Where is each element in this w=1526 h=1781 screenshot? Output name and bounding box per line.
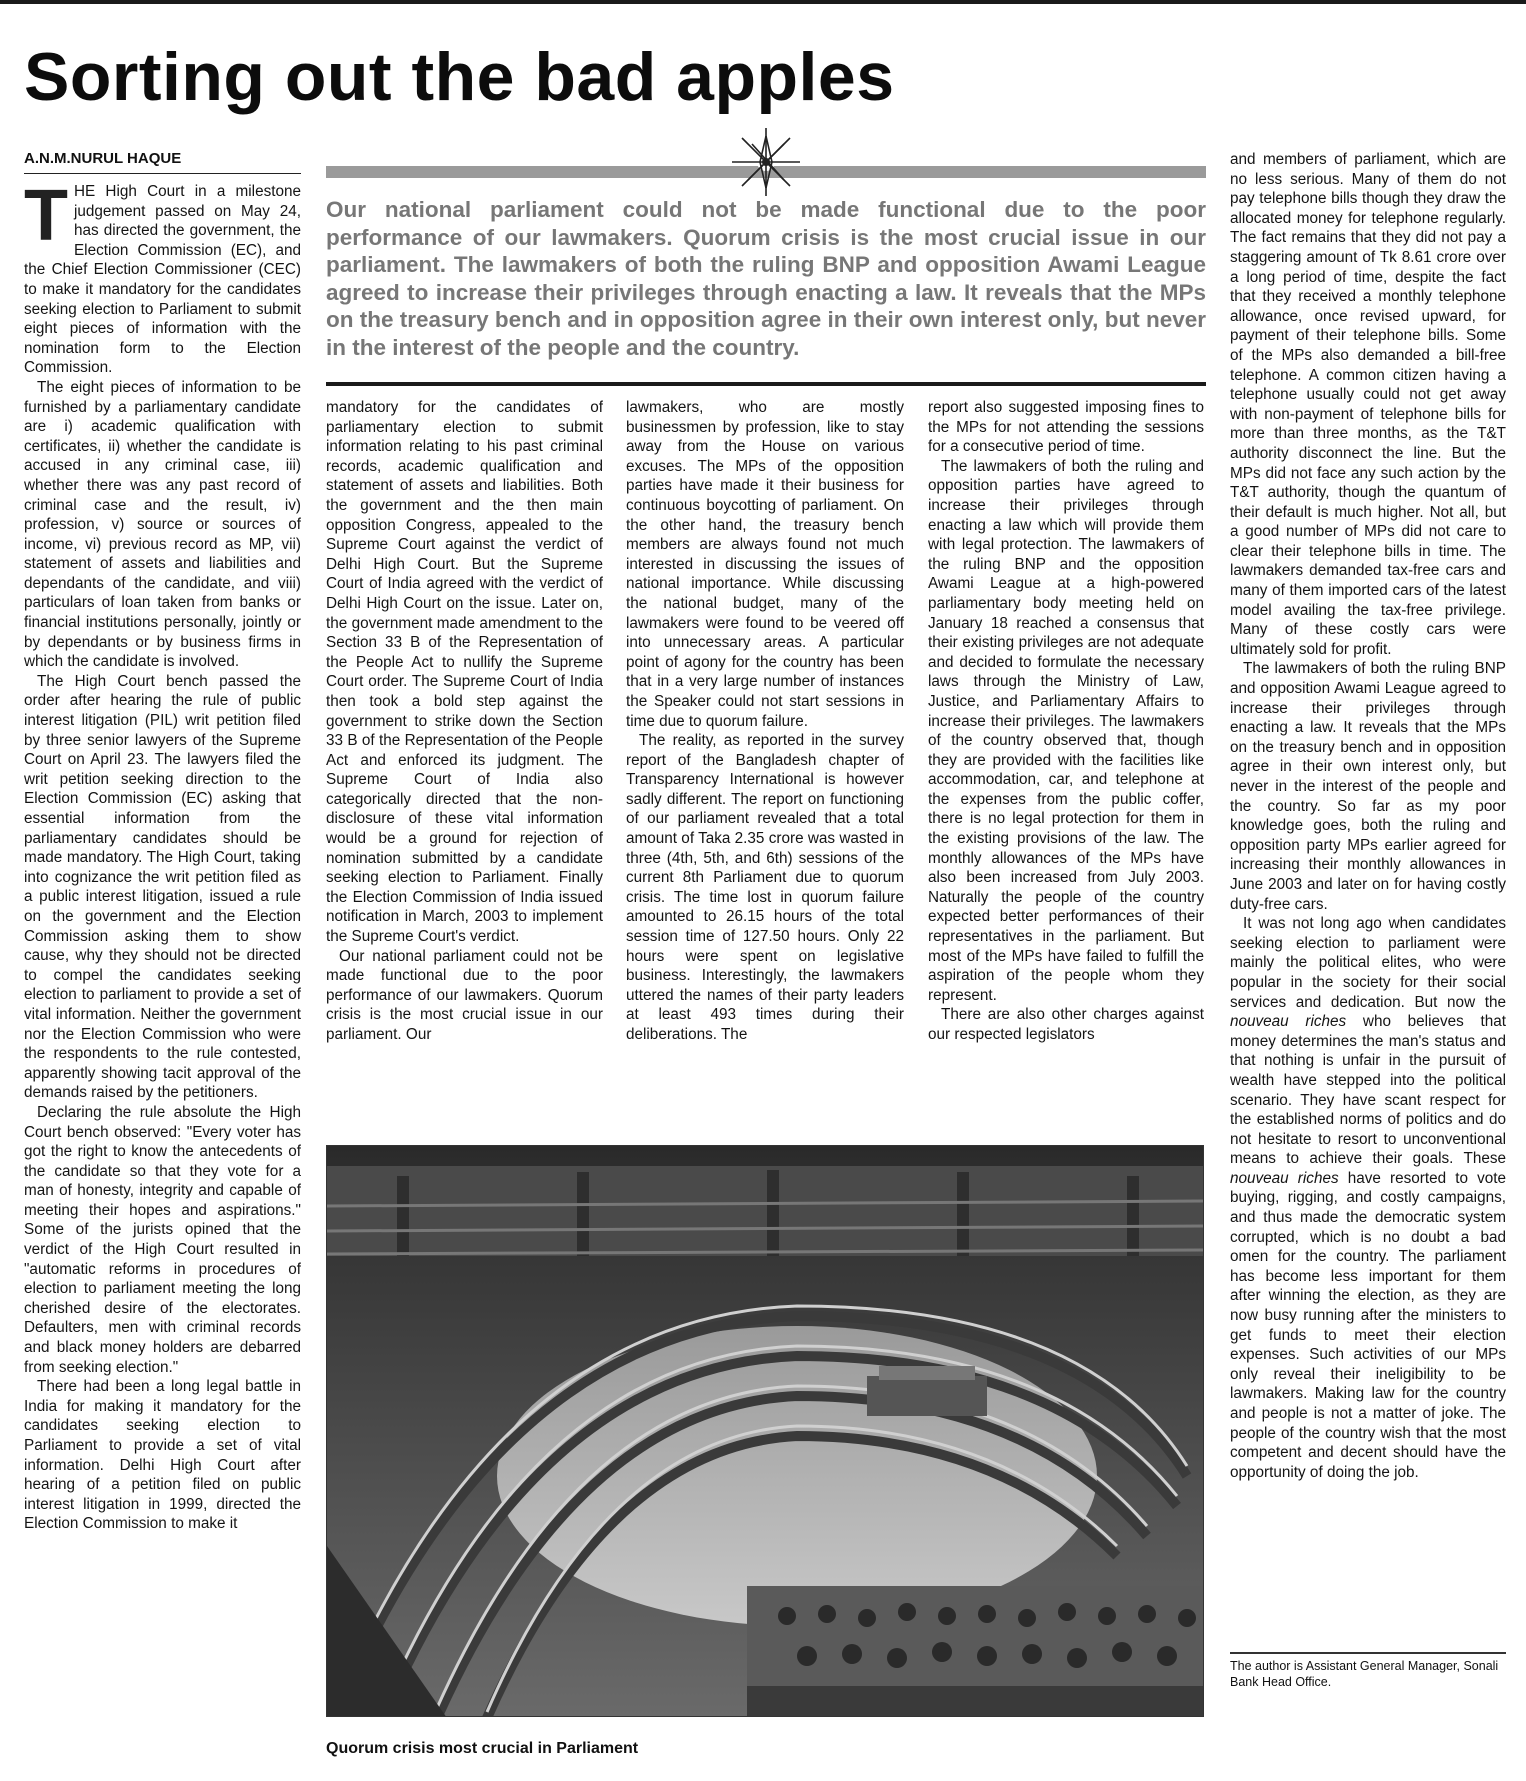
paragraph: mandatory for the candidates of parliamentary election to submit information relating to his past criminal records, academic qualification and statement of assets and liabilities. Both the government and the then main opposition Congress, appealed to the Supreme Court against the verdict of Delhi High Court. But the Supreme Court of India agreed with the verdict of Delhi High Court on the issue. Later on, the government made amendment to the Section 33 B of the Representation of the People Act to nullify the Supreme Court order. The Supreme Court of India then took a bold step against the government to strike down the Section 33 B of the Representation of the People Act and enforced its judgment. The Supreme Court of India also categorically directed that the non-disclosure of these vital information would be a ground for rejection of nomination submitted by a candidate seeking election to Parliament. Finally the Election Commission of India issued notification in March, 2003 to implement the Supreme Court's verdict. (326, 399, 603, 946)
paragraph: lawmakers, who are mostly businessmen by profession, like to stay away from the House on various excuses. The MPs of the opposition parties have made it their business for continuous boycotting of parliament. On the other hand, the treasury bench members are always found not much interested in discussing the issues of national importance. While discussing the national budget, many of the lawmakers were found to be veered off into unnecessary areas. A particular point of agony for the country has been that in a very large number of instances the Speaker could not start sessions in time due to quorum failure. (626, 399, 904, 730)
paragraph: It was not long ago when candidates seeking election to parliament were mainly the political elites, who were popular in the society for their social services and dedication. But now the nouveau riches who believes that money determines the man's status and that nothing is unfair in the pursuit of wealth have stepped into the political scenario. They have scant respect for the established norms of politics and do not hesitate to resort to unconventional means to achieve their goals. These nouveau riches have resorted to vote buying, rigging, and costly campaigns, and thus made the democratic system corrupted, which is no doubt a bad omen for the country. The parliament has become less important for them after winning the election, as they are now busy running after the ministers to get funds to meet their election expenses. Such activities of our MPs only reveal their ineligibility to be lawmakers. Making law for the country and people is not a matter of joke. The people of the country wish that the most competent and decent should have the opportunity of doing the job. (1230, 915, 1506, 1481)
paragraph: There are also other charges against our respected legislators (928, 1006, 1204, 1043)
paragraph: The reality, as reported in the survey report of the Bangladesh chapter of Transparency International is however sadly different. The report on functioning of our parliament revealed that a total amount of Taka 2.35 crore was wasted in three (4th, 5th, and 6th) sessions of the current 8th Parliament due to quorum crisis. The time lost in quorum failure amounted to 26.15 hours of the total session time of 127.50 hours. Only 22 hours were spent on legislative business. Interestingly, the lawmakers uttered the names of their party leaders at least 493 times during their deliberations. The (626, 732, 904, 1043)
column-5 (1230, 150, 1506, 1642)
paragraph: There had been a long legal battle in India for making it mandatory for the candidates seeking election to Parliament to provide a set of vital information. Delhi High Court after hearing of a petition filed on public interest litigation in 1999, directed the Election Commission to make it (24, 1378, 301, 1533)
pull-quote: Our national parliament could not be made functional due to the poor performance of our lawmakers. Quorum crisis is the most crucial issue in our parliament. The lawmakers of both the ruling BNP and opposition Awami League agreed to increase their privileges through enacting a law. It reveals that the MPs on the treasury bench and in opposition agree in their own interest only, but never in the interest of the people and the country. (326, 197, 1206, 360)
parliament-photo (326, 1145, 1204, 1717)
headline: Sorting out the bad apples (24, 39, 895, 115)
paragraph: Declaring the rule absolute the High Court bench observed: "Every voter has got the right to know the antecedents of the candidate so that they vote for a man of honesty, integrity and capable of meeting their hopes and aspirations." Some of the jurists opined that the verdict of the High Court resulted in "automatic reforms in procedures of election to parliament meeting the long cherished desire of the electorates. Defaulters, men with criminal records and black money holders are debarred from seeking election." (24, 1103, 301, 1376)
author-note: The author is Assistant General Manager, Sonali Bank Head Office. (1230, 1659, 1499, 1689)
paragraph: report also suggested imposing fines to the MPs for not attending the sessions for a consecutive period of time. (928, 399, 1204, 456)
column-3 (626, 398, 904, 1136)
column-4 (928, 398, 1204, 1136)
byline: A.N.M.NURUL HAQUE (24, 150, 301, 174)
paragraph: and members of parliament, which are no less serious. Many of them do not pay telephone bills though they draw the allocated money for telephone regularly. The fact remains that they did not pay a staggering amount of Tk 8.61 crore over a long period of time, despite the fact that they received a monthly telephone allowance, once revised upward, for payment of their telephone bills. Some of the MPs also demanded a bill-free telephone. A common citizen having a telephone usually could not get away with non-payment of telephone bills for more than three months, as the T&T authority disconnect the line. But the MPs did not face any such action by the T&T authority, though the quantum of their default is much higher. Not all, but a good number of MPs did not care to clear their telephone bills in time. The lawmakers demanded tax-free cars and many of them imported cars of the latest model availing the tax-free privilege. Many of these costly cars were ultimately sold for profit. (1230, 151, 1506, 658)
starburst-icon (730, 126, 802, 198)
column-1 (24, 182, 301, 1748)
paragraph: The eight pieces of information to be furnished by a parliamentary candidate are i) academic qualification with certificates, ii) whether the candidate is accused in any criminal case, iii) whether there was any past record of criminal case and the result, iv) profession, v) source or sources of income, vi) previous record as MP, vii) statement of assets and liabilities and dependants of the candidate, and viii) particulars of loan taken from banks or financial institutions personally, jointly or by dependants or by business firms in which the candidate is involved. (24, 378, 301, 671)
pull-quote-rule (326, 382, 1206, 386)
paragraph: The High Court bench passed the order after hearing the rule of public interest litigation (PIL) writ petition filed by three senior lawyers of the Supreme Court on April 23. The lawyers filed the writ petition seeking direction to the Election Commission (EC) asking that essential information from the parliamentary candidates should be made mandatory. The High Court, taking into cognizance the writ petition filed as a public interest litigation, issued a rule on the government and the Election Commission asking them to show cause, why they should not be directed to compel the candidates seeking election to parliament to provide a set of vital information. Neither the government nor the Election Commission who were the respondents to the rule contested, apparently showing tacit approval of the demands raised by the petitioners. (24, 672, 301, 1102)
column-2 (326, 398, 603, 1136)
author-note-rule (1230, 1652, 1506, 1654)
photo-caption: Quorum crisis most crucial in Parliament (326, 1740, 639, 1757)
paragraph: The lawmakers of both the ruling BNP and opposition Awami League agreed to increase their privileges through enacting a law. It reveals that the MPs on the treasury bench and in opposition agree in their own interest only, but never in the interest of the people and the country. So far as my poor knowledge goes, both the ruling and opposition party MPs earlier agreed for increasing their monthly allowances in June 2003 and later on for having costly duty-free cars. (1230, 660, 1506, 913)
lead-paragraph-text: HE High Court in a milestone judgement passed on May 24, has directed the government, the Election Commission (EC), and the Chief Election Commissioner (CEC) to make it mandatory for the candidates seeking election to Parliament to submit eight pieces of information with the nomination form to the Election Commission. (24, 183, 301, 377)
paragraph: The lawmakers of both the ruling and opposition parties have agreed to increase their privileges through enacting a law which will provide them with legal protection. The lawmakers of the ruling BNP and the opposition Awami League at a high-powered parliamentary body meeting held on January 18 reached a consensus that their existing privileges are not adequate and decided to formulate the necessary laws through the Ministry of Law, Justice, and Parliamentary Affairs to increase their privileges. The lawmakers of the country observed that, though they are provided with the facilities like accommodation, car, and telephone at the expenses from the public coffer, there is no legal protection for them in the existing provisions of the law. The monthly allowances of the MPs have also been increased from July 2003. Naturally the people of the country expected better performances of their representatives in the parliament. But most of the MPs have failed to fulfill the aspiration of the people whom they represent. (928, 457, 1204, 1004)
parliament-chamber-image (327, 1146, 1204, 1717)
paragraph: Our national parliament could not be made functional due to the poor performance of our lawmakers. Quorum crisis is the most crucial issue in our parliament. Our (326, 947, 603, 1043)
top-rule (0, 0, 1526, 4)
drop-cap: T (24, 182, 68, 256)
lead-paragraph (24, 182, 301, 378)
